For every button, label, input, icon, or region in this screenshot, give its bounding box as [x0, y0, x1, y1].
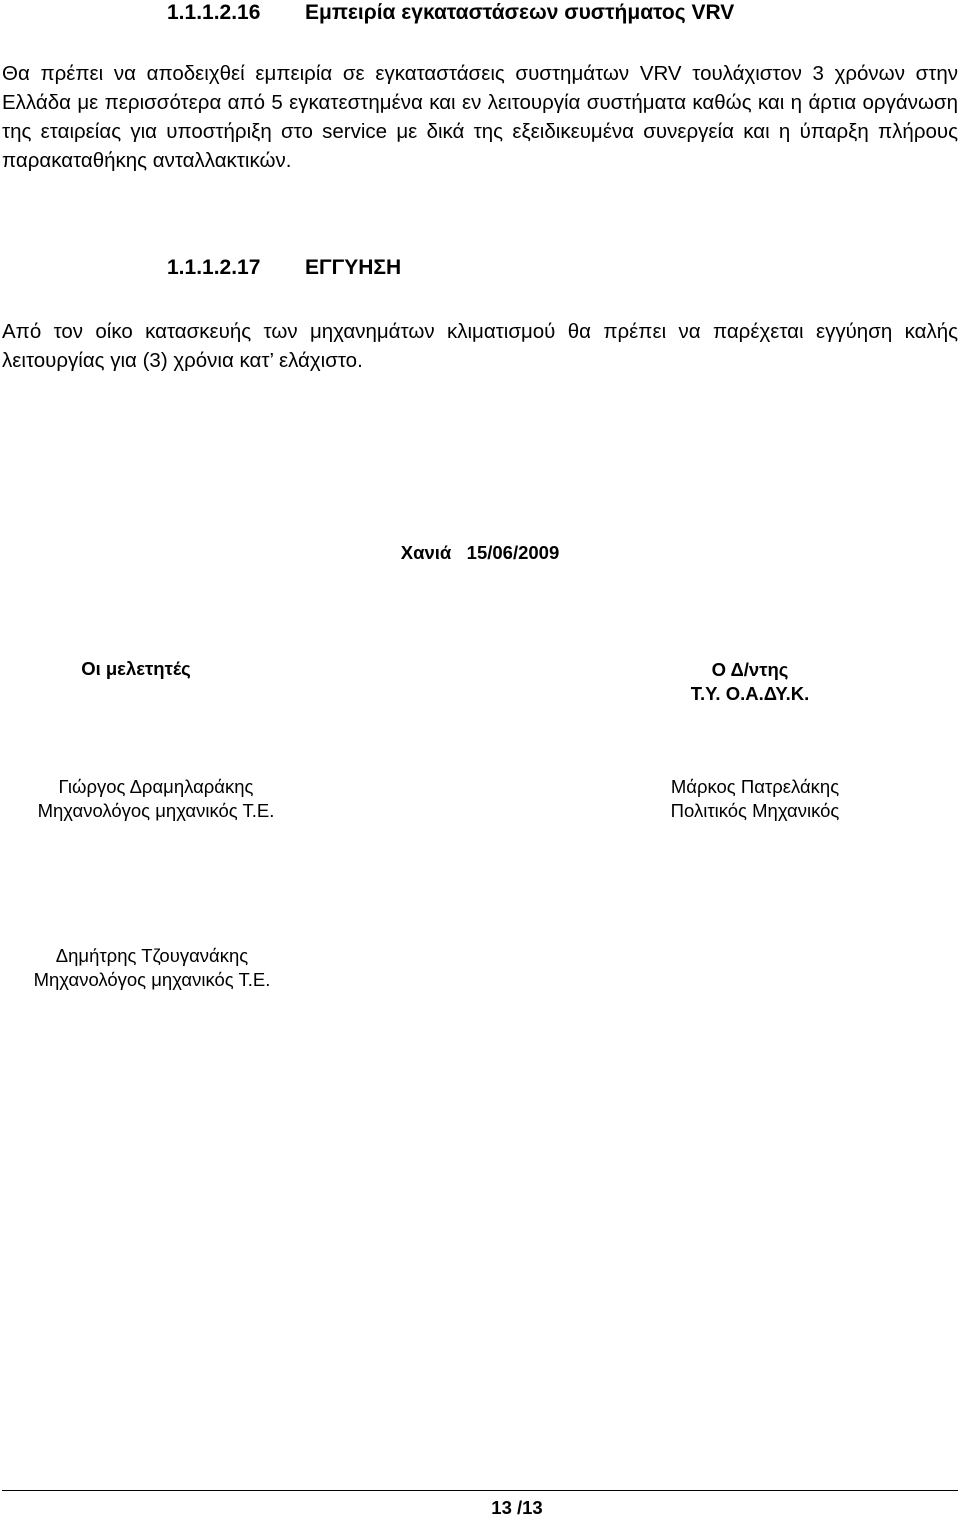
engineer1-title: Μηχανολόγος μηχανικός Τ.Ε. [37, 800, 275, 821]
section-16-number: 1.1.1.2.16 [167, 1, 261, 24]
engineer1-name: Γιώργος Δραμηλαράκης [58, 776, 254, 797]
section-16-body: Θα πρέπει να αποδειχθεί εμπειρία σε εγκαταστάσεις συστημάτων VRV τουλάχιστον 3 χρόνων στην Ελλάδα με περισσότερα από 5 εγκατεστημένα και εν λειτουργία συστήματα καθώς και η άρτια οργάνωση της εταιρείας για υποστήριξη στο service με δικά της εξειδικευμένα συνεργεία και η ύπαρξη πλήρους παρακαταθήκης ανταλλακτικών. [2, 62, 958, 172]
section-17-body: Από τον οίκο κατασκευής των μηχανημάτων κλιματισμού θα πρέπει να παρέχεται εγγύηση καλής λειτουργίας για (3) χρόνια κατ’ ελάχιστο. [2, 320, 958, 372]
page-number: 13 /13 [491, 1497, 543, 1518]
director-heading-line1: Ο Δ/ντης [711, 659, 789, 680]
director-title: Πολιτικός Μηχανικός [670, 800, 840, 821]
section-17-title: ΕΓΓΥΗΣΗ [305, 256, 402, 279]
place-date [380, 541, 580, 565]
section-17-heading [167, 256, 401, 280]
engineer2-title: Μηχανολόγος μηχανικός Τ.Ε. [33, 969, 271, 990]
section-16-heading [167, 1, 734, 25]
place: Χανιά [400, 542, 452, 563]
director-heading-line2: Τ.Υ. Ο.Α.ΔΥ.Κ. [690, 683, 810, 704]
footer-divider [2, 1490, 958, 1491]
director-name: Μάρκος Πατρελάκης [670, 776, 840, 797]
section-17-number: 1.1.1.2.17 [167, 256, 261, 279]
engineer2-name: Δημήτρης Τζουγανάκης [55, 945, 249, 966]
section-16-title: Εμπειρία εγκαταστάσεων συστήματος VRV [305, 1, 735, 24]
authors-heading: Οι μελετητές [81, 658, 191, 679]
date: 15/06/2009 [466, 542, 560, 563]
